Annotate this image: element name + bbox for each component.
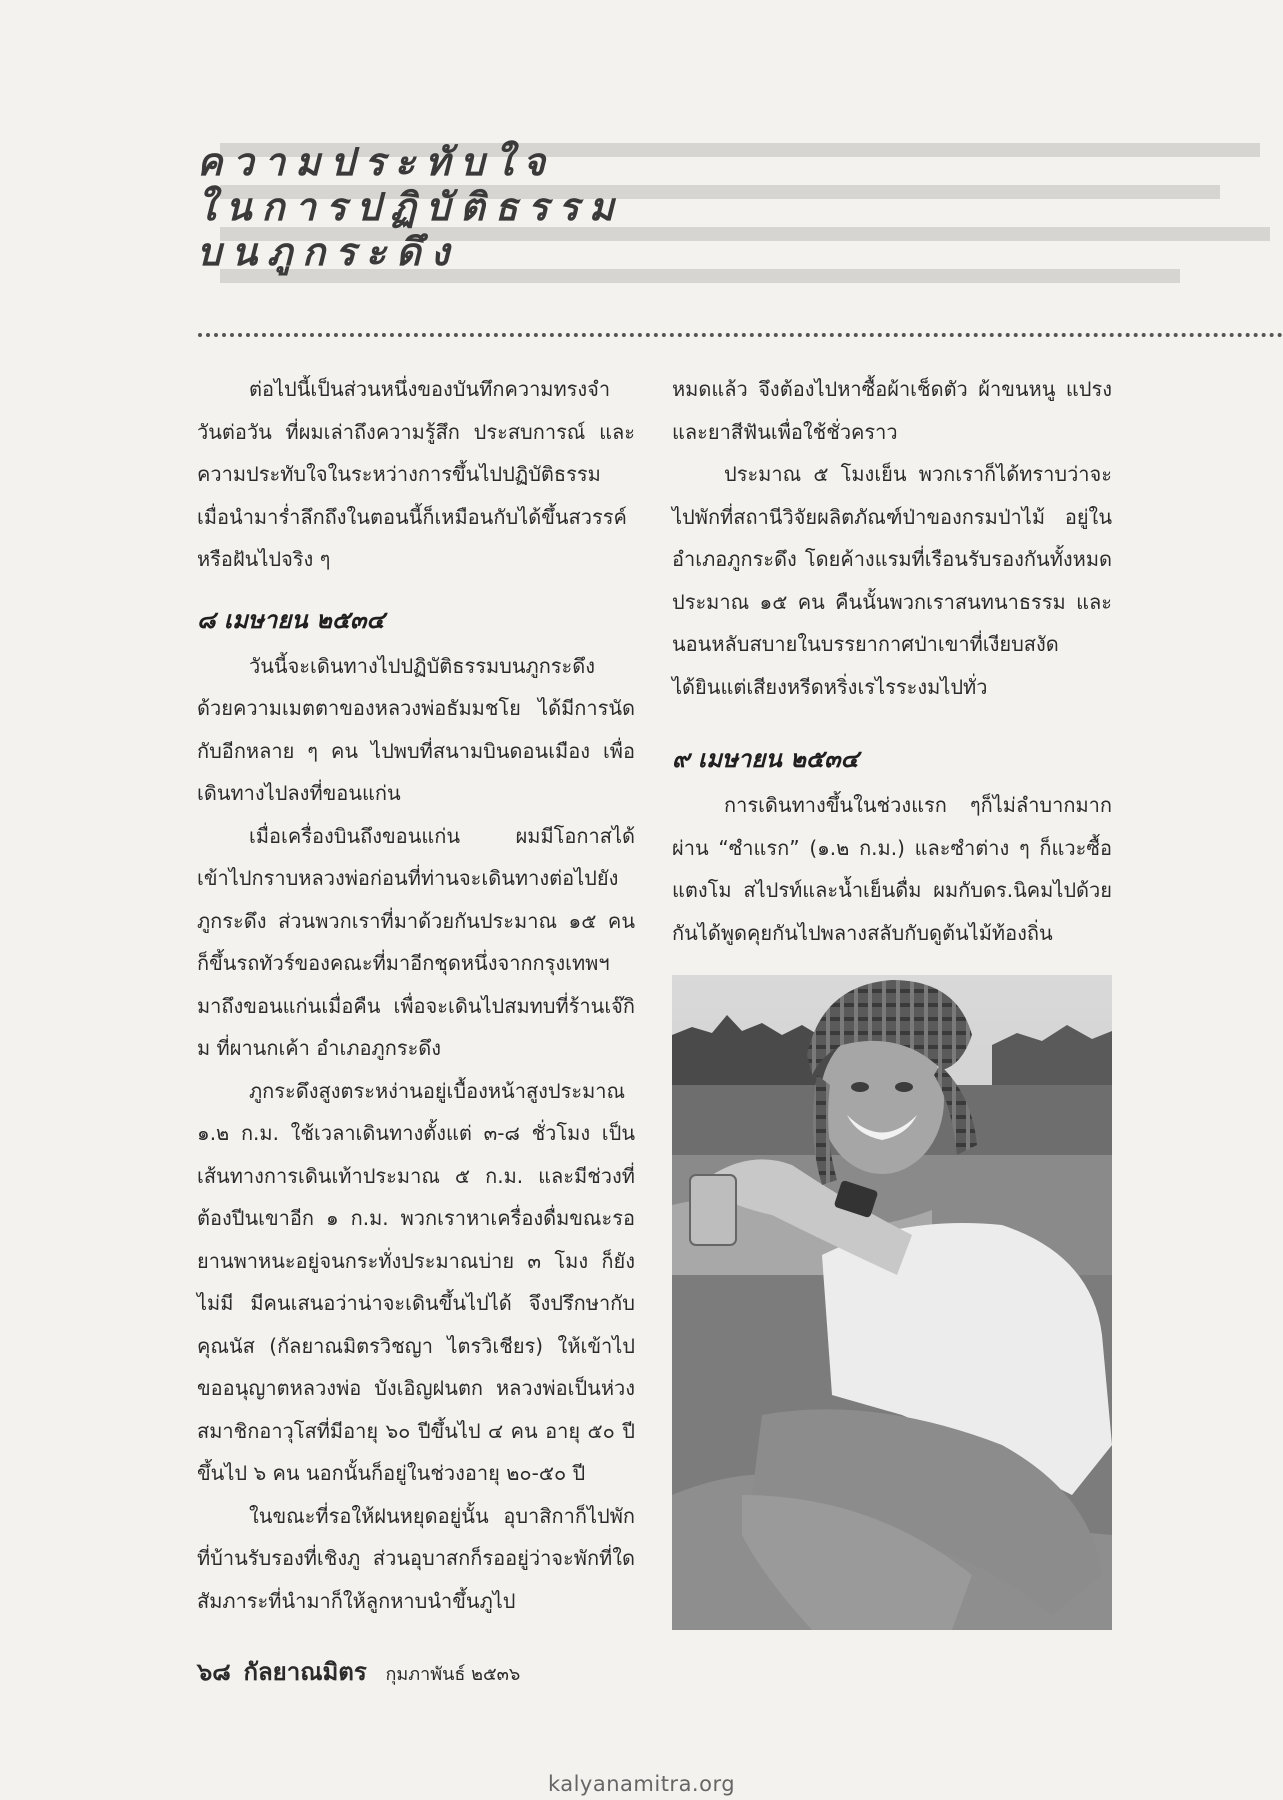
- title-line-3: บนภูกระดึง: [197, 230, 460, 274]
- paragraph: วันนี้จะเดินทางไปปฏิบัติธรรมบนภูกระดึง ด้วยความเมตตาของหลวงพ่อธัมมชโย ได้มีการนัดกับอีกหลาย ๆ คน ไปพบที่สนามบินดอนเมือง เพื่อเดินทางไปลงที่ขอนแก่น: [197, 653, 635, 805]
- dotted-divider: [198, 333, 1283, 337]
- paragraph: หมดแล้ว จึงต้องไปหาซื้อผ้าเช็ดตัว ผ้าขนหนู แปรงและยาสีฟันเพื่อใช้ชั่วคราว: [672, 377, 1112, 444]
- date-heading-2: ๙ เมษายน ๒๕๓๔: [672, 745, 859, 773]
- title-line-1: ความประทับใจ: [197, 140, 556, 184]
- paragraph: เมื่อเครื่องบินถึงขอนแก่น ผมมีโอกาสได้เข้าไปกราบหลวงพ่อก่อนที่ท่านจะเดินทางต่อไปยังภูกระดึง ส่วนพวกเราที่มาด้วยกันประมาณ ๑๕ คน ก็ขึ้นรถทัวร์ของคณะที่มาอีกชุดหนึ่งจากกรุงเทพฯ มาถึงขอนแก่นเมื่อคืน เพื่อจะเดินไปสมทบที่ร้านเจ๊กิม ที่ผานกเค้า อำเภอภูกระดึง: [197, 823, 635, 1060]
- photo-smiling-man: [672, 975, 1112, 1630]
- paragraph: ในขณะที่รอให้ฝนหยุดอยู่นั้น อุบาสิกาก็ไปพักที่บ้านรับรองที่เชิงภู ส่วนอุบาสกก็รออยู่ว่าจะพักที่ใด สัมภาระที่นำมาก็ให้ลูกหาบนำขึ้นภูไป: [197, 1503, 635, 1613]
- intro-paragraph: ต่อไปนี้เป็นส่วนหนึ่งของบันทึกความทรงจำวันต่อวัน ที่ผมเล่าถึงความรู้สึก ประสบการณ์ และความประทับใจในระหว่างการขึ้นไปปฏิบัติธรรม เมื่อนำมาร่ำลึกถึงในตอนนี้ก็เหมือนกับได้ขึ้นสวรรค์หรือฝันไปจริง ๆ: [197, 377, 635, 571]
- source-watermark: kalyanamitra.org: [547, 1772, 736, 1796]
- paragraph: ประมาณ ๕ โมงเย็น พวกเราก็ได้ทราบว่าจะไปพักที่สถานีวิจัยผลิตภัณฑ์ป่าของกรมป่าไม้ อยู่ในอำเภอภูกระดึง โดยค้างแรมที่เรือนรับรองกันทั้งหมดประมาณ ๑๕ คน คืนนั้นพวกเราสนทนาธรรม และนอนหลับสบายในบรรยากาศป่าเขาที่เงียบสงัด ได้ยินแต่เสียงหรีดหริ่งเรไรระงมไปทั่ว: [672, 462, 1112, 699]
- left-column: [197, 368, 635, 1622]
- paragraph: การเดินทางขึ้นในช่วงแรก ๆก็ไม่ลำบากมาก ผ่าน “ซำแรก” (๑.๒ ก.ม.) และซำต่าง ๆ ก็แวะซื้อแตงโม สไปรท์และน้ำเย็นดื่ม ผมกับดร.นิคมไปด้วยกันได้พูดคุยกันไปพลางสลับกับดูต้นไม้ท้องถิ่น: [672, 793, 1112, 945]
- right-column: [672, 368, 1112, 954]
- issue-date: กุมภาพันธ์ ๒๕๓๖: [385, 1664, 521, 1685]
- page-footer: [197, 1652, 520, 1691]
- magazine-name: กัลยาณมิตร: [243, 1658, 367, 1686]
- date-heading-1: ๘ เมษายน ๒๕๓๔: [197, 605, 385, 634]
- article-title: [197, 140, 624, 275]
- paragraph: ภูกระดึงสูงตระหง่านอยู่เบื้องหน้าสูงประมาณ ๑.๒ ก.ม. ใช้เวลาเดินทางตั้งแต่ ๓-๘ ชั่วโมง เป็นเส้นทางการเดินเท้าประมาณ ๕ ก.ม. และมีช่วงที่ต้องปีนเขาอีก ๑ ก.ม. พวกเราหาเครื่องดื่มขณะรอยานพาหนะอยู่จนกระทั่งประมาณบ่าย ๓ โมง ก็ยังไม่มี มีคนเสนอว่าน่าจะเดินขึ้นไปได้ จึงปรึกษากับคุณนัส (กัลยาณมิตรวิชญา ไตรวิเชียร) ให้เข้าไปขออนุญาตหลวงพ่อ บังเอิญฝนตก หลวงพ่อเป็นห่วงสมาชิกอาวุโสที่มีอายุ ๖๐ ปีขึ้นไป ๔ คน อายุ ๕๐ ปีขึ้นไป ๖ คน นอกนั้นก็อยู่ในช่วงอายุ ๒๐-๕๐ ปี: [197, 1078, 635, 1485]
- title-line-2: ในการปฏิบัติธรรม: [197, 185, 624, 229]
- page-number: ๖๘: [197, 1658, 231, 1686]
